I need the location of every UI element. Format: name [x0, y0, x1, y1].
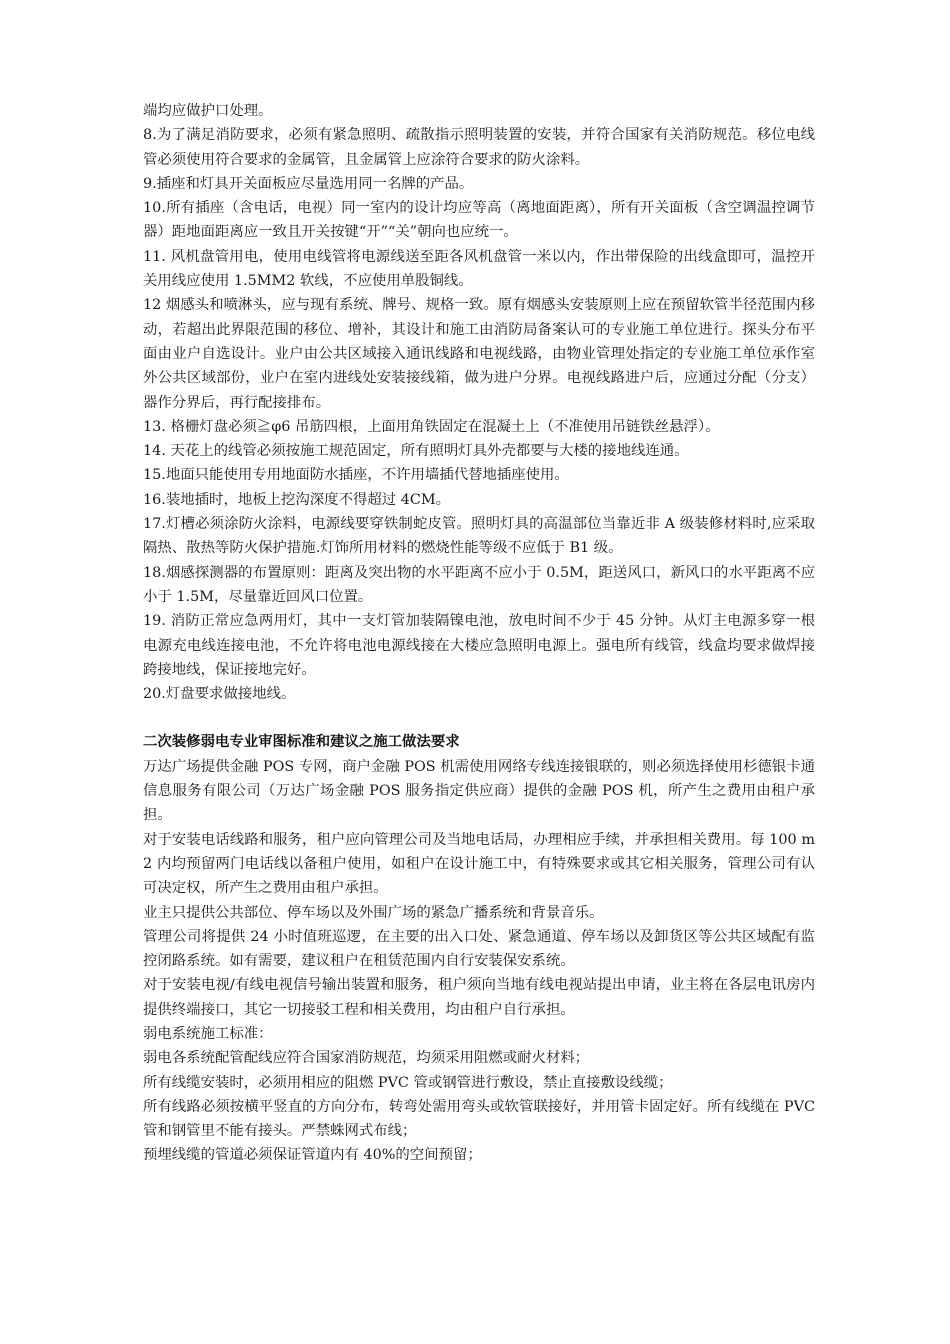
- document-page: [143, 99, 815, 1168]
- paragraph-item-18: 18.烟感探测器的布置原则：距离及突出物的水平距离不应小于 0.5M，距送风口，新风口的水平距离不应小于 1.5M，尽量靠近回风口位置。: [143, 564, 815, 605]
- paragraph-item-10: 10.所有插座（含电话，电视）同一室内的设计均应等高（离地面距离），所有开关面板（含空调温控调节器）距地面距离应一致且开关按键“开”“关”朝向也应统一。: [143, 200, 815, 241]
- paragraph-security: 管理公司将提供 24 小时值班巡逻，在主要的出入口处、紧急通道、停车场以及卸货区等公共区域配有监控闭路系统。如有需要，建议租户在租赁范围内自行安装保安系统。: [143, 928, 815, 970]
- paragraph-item-12: 12 烟感头和喷淋头，应与现有系统、牌号、规格一致。原有烟感头安装原则上应在预留软管半径范围内移动，若超出此界限范围的移位、增补，其设计和施工由消防局备案认可的专业施工单位进行。探头分布平面由业户自选设计。业户由公共区域接入通讯线路和电视线路，由物业管理处指定的专业施工单位承作室外公共区域部份，业户在室内进线处安装接线箱，做为进户分界。电视线路进户后，应通过分配（分支）器作分界后，再行配接排布。: [143, 297, 815, 411]
- low-voltage-section: [143, 730, 815, 1167]
- paragraph-item-20: 20.灯盘要求做接地线。: [143, 686, 296, 703]
- paragraph-item-15: 15.地面只能使用专用地面防水插座，不许用墙插代替地插座使用。: [143, 467, 569, 484]
- electrical-notes-section: [143, 99, 815, 706]
- paragraph-item-13: 13. 格栅灯盘必须≧φ6 吊筋四根，上面用角铁固定在混凝土上（不准使用吊链铁丝悬浮）。: [143, 418, 720, 435]
- paragraph-conduit: 所有线缆安装时，必须用相应的阻燃 PVC 管或钢管进行敷设，禁止直接敷设线缆；: [143, 1074, 673, 1091]
- paragraph-item-11: 11. 风机盘管用电，使用电线管将电源线送至距各风机盘管一米以内，作出带保险的出线盒即可，温控开关用线应使用 1.5MM2 软线，不应使用单股铜线。: [143, 248, 815, 290]
- paragraph-item-16: 16.装地插时，地板上挖沟深度不得超过 4CM。: [143, 491, 451, 508]
- paragraph-pos-network: 万达广场提供金融 POS 专网，商户金融 POS 机需使用网络专线连接银联的，则必须选择使用杉德银卡通信息服务有限公司（万达广场金融 POS 服务指定供应商）提供的金融 POS 机，所产生之费用由租户承担。: [143, 758, 815, 824]
- paragraph-item-14: 14. 天花上的线管必须按施工规范固定，所有照明灯具外壳都要与大楼的接地线连通。: [143, 443, 689, 460]
- paragraph-spare-space: 预埋线缆的管道必须保证管道内有 40%的空间预留；: [143, 1147, 482, 1164]
- section-spacer: [143, 706, 815, 730]
- paragraph-routing: 所有线路必须按横平竖直的方向分布，转弯处需用弯头或软管联接好，并用管卡固定好。所有线缆在 PVC 管和钢管里不能有接头。严禁蛛网式布线；: [143, 1098, 815, 1140]
- paragraph-item-9: 9.插座和灯具开关面板应尽量选用同一名牌的产品。: [143, 175, 474, 192]
- paragraph-fire-code: 弱电各系统配管配线应符合国家消防规范，均须采用阻燃或耐火材料；: [143, 1050, 590, 1067]
- paragraph-item-8: 8.为了满足消防要求，必须有紧急照明、疏散指示照明装置的安装，并符合国家有关消防规范。移位电线管必须使用符合要求的金属管，且金属管上应涂符合要求的防火涂料。: [143, 127, 815, 168]
- paragraph-telephone: 对于安装电话线路和服务，租户应向管理公司及当地电话局，办理相应手续，并承担相关费用。每 100 m2 内均预留两门电话线以备租户使用，如租户在设计施工中，有特殊要求或其它相关服务，管理公司有认可决定权，所产生之费用由租户承担。: [143, 831, 815, 897]
- paragraph-broadcast: 业主只提供公共部位、停车场以及外围广场的紧急广播系统和背景音乐。: [143, 904, 604, 921]
- paragraph-cable-tv: 对于安装电视/有线电视信号输出装置和服务，租户须向当地有线电视站提出申请，业主将在各层电讯房内提供终端接口，其它一切接驳工程和相关费用，均由租户自行承担。: [143, 977, 815, 1018]
- paragraph-guard-treatment: 端均应做护口处理。: [143, 103, 273, 119]
- section-heading: 二次装修弱电专业审图标准和建议之施工做法要求: [143, 734, 460, 751]
- paragraph-item-19: 19. 消防正常应急两用灯，其中一支灯管加装隔镍电池，放电时间不少于 45 分钟。从灯主电源多穿一根电源充电线连接电池，不允许将电池电源线接在大楼应急照明电源上。强电所有线管，线盒均要求做焊接跨接地线，保证接地完好。: [143, 613, 815, 678]
- paragraph-item-17: 17.灯槽必须涂防火涂料，电源线要穿铁制蛇皮管。照明灯具的高温部位当靠近非 A 级装修材料时,应采取隔热、散热等防火保护措施.灯饰所用材料的燃烧性能等级不应低于 B1 级。: [143, 516, 815, 557]
- paragraph-standard-title: 弱电系统施工标准：: [143, 1025, 273, 1042]
